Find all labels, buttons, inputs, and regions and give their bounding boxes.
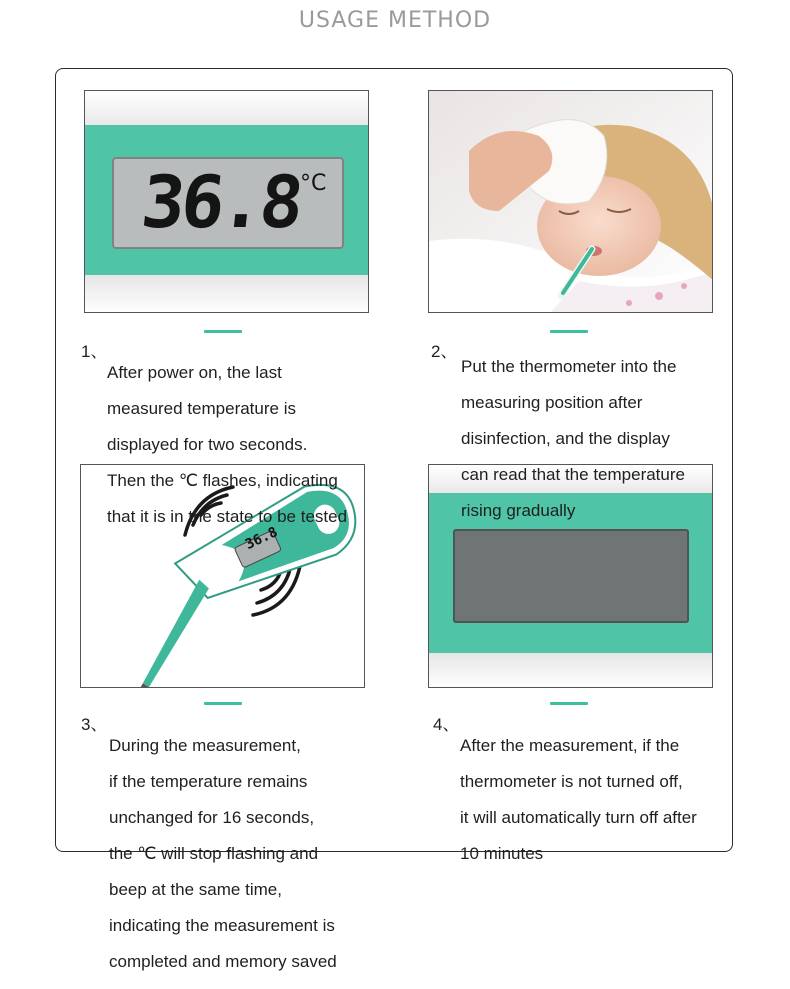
divider-2 [550, 330, 588, 333]
step-2 [431, 340, 731, 520]
step-4-number: 4、 [433, 715, 460, 734]
step-3-line: completed and memory saved [109, 952, 337, 971]
step-4-line: 10 minutes [460, 844, 544, 863]
step-3-line: indicating the measurement is [109, 916, 335, 935]
divider-4 [550, 702, 588, 705]
step-3-line: the ℃ will stop flashing and [109, 844, 319, 863]
step-2-text [461, 340, 685, 538]
step-2-line: can read that the temperature [461, 465, 685, 484]
step-2-number: 2、 [431, 342, 458, 361]
step-4 [433, 715, 733, 863]
step-1-line: Then the ℃ flashes, indicating [107, 471, 338, 490]
temperature-reading: 36.8 [137, 160, 304, 244]
step-3-number: 3、 [81, 715, 108, 734]
lcd-screen [112, 157, 344, 249]
step-1-line: that it is in the state to be tested [107, 507, 348, 526]
step-4-line: After the measurement, if the [460, 736, 680, 755]
page-title: USAGE METHOD [298, 8, 492, 33]
step-2-line: measuring position after [461, 393, 643, 412]
step-3-line: unchanged for 16 seconds, [109, 808, 315, 827]
step-2-line: disinfection, and the display [461, 429, 670, 448]
step-3-text [109, 719, 337, 989]
step-2-line: rising gradually [461, 501, 576, 520]
step-3-line: During the measurement, [109, 736, 301, 755]
celsius-unit: °C [300, 171, 327, 196]
display-closeup-image [84, 90, 369, 313]
device-bottom-edge-off [429, 653, 713, 688]
step-1-line: measured temperature is [107, 399, 296, 418]
child-measuring-photo [428, 90, 713, 313]
step-1 [81, 342, 381, 526]
step-3-line: beep at the same time, [109, 880, 282, 899]
lcd-screen-off [453, 529, 689, 623]
step-3 [81, 715, 381, 971]
step-4-line: thermometer is not turned off, [460, 772, 683, 791]
child-illustration [429, 91, 713, 313]
step-1-line: displayed for two seconds. [107, 435, 308, 454]
divider-1 [204, 330, 242, 333]
step-1-text [107, 346, 347, 544]
device-bottom-edge [85, 275, 369, 313]
step-4-text [460, 719, 697, 881]
step-1-line: After power on, the last [107, 363, 282, 382]
device-top-edge [85, 91, 369, 125]
step-1-number: 1、 [81, 342, 108, 361]
step-4-line: it will automatically turn off after [460, 808, 697, 827]
step-3-line: if the temperature remains [109, 772, 308, 791]
divider-3 [204, 702, 242, 705]
mini-lcd-reading: 36.8 [242, 524, 281, 553]
step-2-line: Put the thermometer into the [461, 357, 677, 376]
